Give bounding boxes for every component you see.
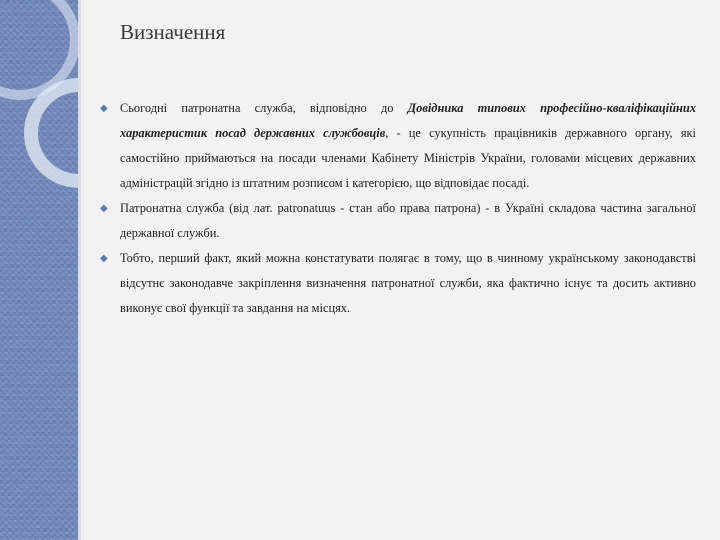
- slide-title: Визначення: [120, 20, 226, 44]
- slide-body: [100, 96, 696, 321]
- bullet-text-after: , - це сукупність працівників державного органу, які самостійно приймаються на посади членами Кабінету Міністрів України, головами місцевих державних адміністрацій згідно із штатним розписом і категорією, що відповідає посаді.: [120, 126, 696, 190]
- diamond-bullet-icon: [100, 204, 110, 214]
- reference-title: Довідника типових професійно-кваліфікаційних характеристик посад державних службовців: [120, 101, 696, 140]
- bullet-definition: [100, 96, 696, 196]
- bullet-text-before: Сьогодні патронатна служба, відповідно до: [120, 101, 408, 115]
- diamond-bullet-icon: [100, 104, 110, 114]
- decorative-sidebar: [0, 0, 78, 540]
- sidebar-divider: [78, 0, 81, 540]
- diamond-bullet-icon: [100, 254, 110, 264]
- bullet-conclusion: [100, 246, 696, 321]
- bullet-text: Тобто, перший факт, який можна констатувати полягає в тому, що в чинному українському законодавстві відсутнє законодавче закріплення визначення патронатної служби, яка фактично існує та досить активно виконує свої функції та завдання на місцях.: [120, 251, 696, 315]
- bullet-text: Патронатна служба (від лат. patronatuus - стан або права патрона) - в Україні складова частина загальної державної служби.: [120, 201, 696, 240]
- bullet-etymology: [100, 196, 696, 246]
